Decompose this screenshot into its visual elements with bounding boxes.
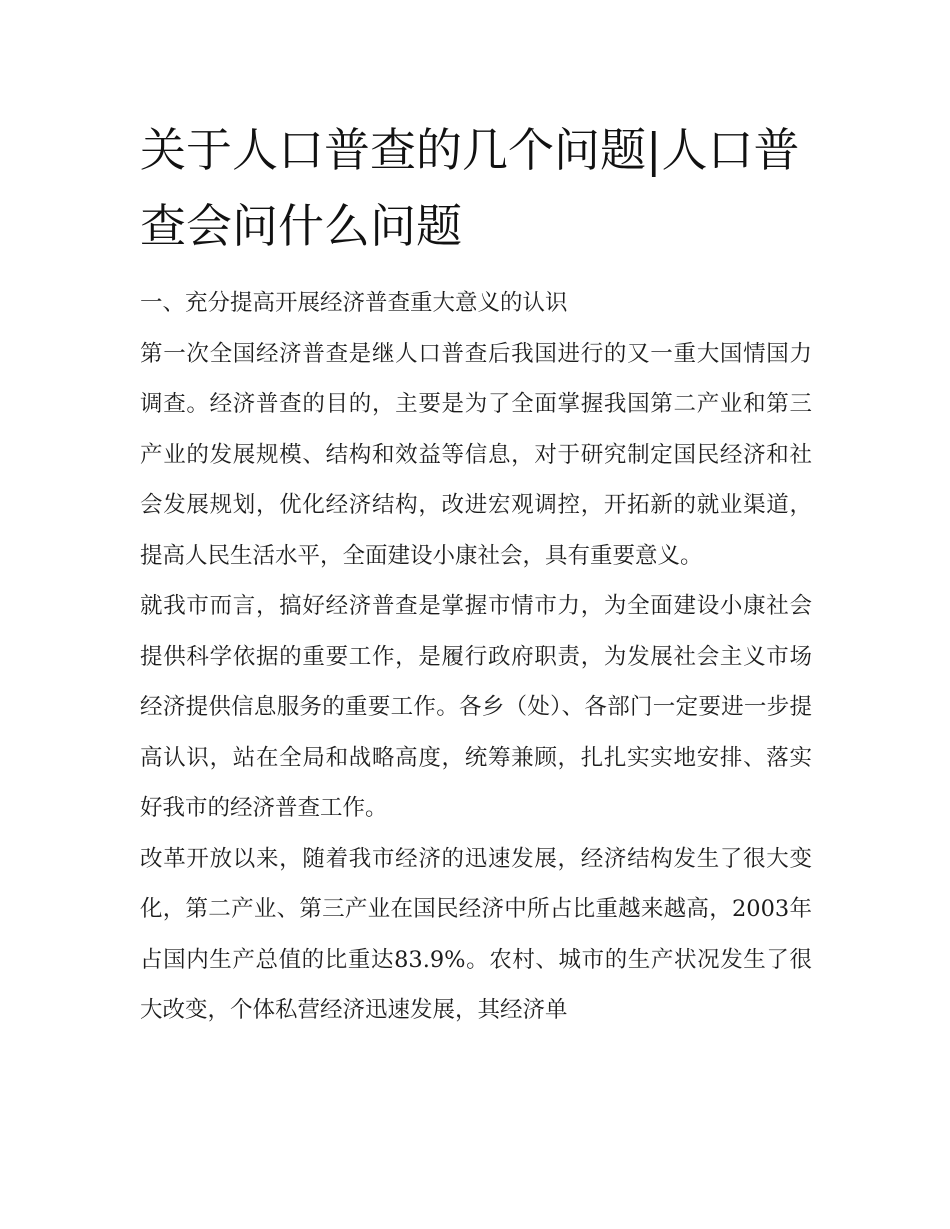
paragraph-2: 就我市而言，搞好经济普查是掌握市情市力，为全面建设小康社会提供科学依据的重要工作，是履行政府职责，为发展社会主义市场经济提供信息服务的重要工作。各乡（处）、各部门一定要进一步提高认识，站在全局和战略高度，统筹兼顾，扎扎实实地安排、落实好我市的经济普查工作。: [140, 593, 812, 821]
document-title: 关于人口普查的几个问题|人口普查会问什么问题: [140, 123, 800, 253]
paragraph-1: 第一次全国经济普查是继人口普查后我国进行的又一重大国情国力调查。经济普查的目的，主要是为了全面掌握我国第二产业和第三产业的发展规模、结构和效益等信息，对于研究制定国民经济和社会发展规划，优化经济结构，改进宏观调控，开拓新的就业渠道，提高人民生活水平，全面建设小康社会，具有重要意义。: [140, 340, 812, 569]
paragraph-3: 改革开放以来，随着我市经济的迅速发展，经济结构发生了很大变化，第二产业、第三产业在国民经济中所占比重越来越高，2003年占国内生产总值的比重达83.9%。农村、城市的生产状况发生了很大改变，个体私营经济迅速发展，其经济单: [140, 845, 812, 1023]
document-body: [140, 112, 812, 1036]
section-heading: 一、充分提高开展经济普查重大意义的认识: [140, 290, 568, 316]
